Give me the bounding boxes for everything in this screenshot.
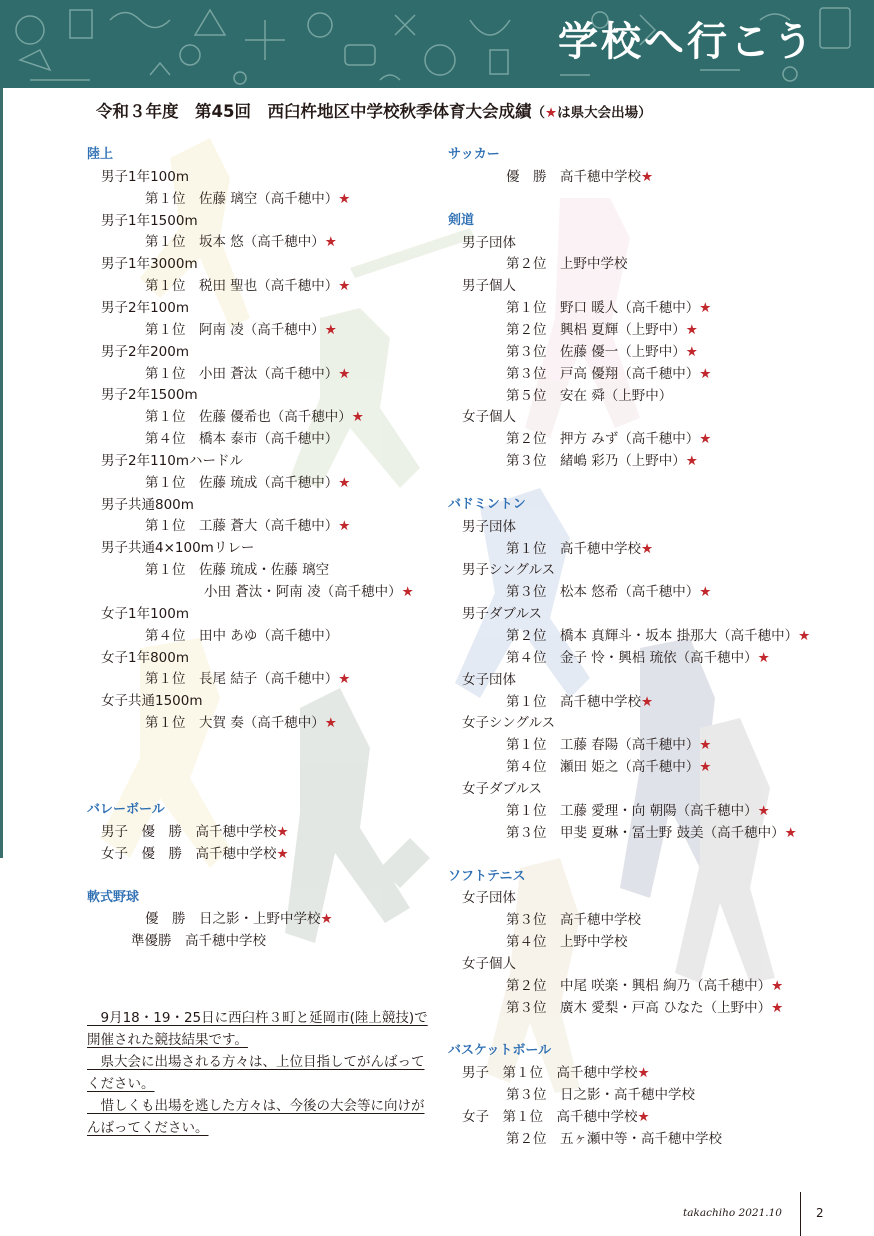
event-label bbox=[462, 1108, 650, 1126]
star-icon: ★ bbox=[637, 1065, 650, 1082]
result-line bbox=[506, 387, 672, 405]
event-label bbox=[101, 386, 198, 404]
star-icon: ★ bbox=[699, 584, 712, 601]
line-text: 第３位 緒嶋 彩乃（上野中） bbox=[506, 453, 686, 470]
line-text: 女子共通1500m bbox=[101, 693, 203, 710]
line-text: 女子ダブルス bbox=[462, 780, 543, 797]
result-line bbox=[506, 540, 653, 558]
result-line bbox=[145, 190, 350, 208]
result-line bbox=[506, 911, 641, 929]
line-text: 第１位 阿南 凌（高千穂中） bbox=[145, 321, 325, 338]
result-line bbox=[204, 583, 414, 601]
line-text: 第１位 小田 蒼汰（高千穂中） bbox=[145, 365, 339, 382]
line-text: サッカー bbox=[448, 147, 500, 162]
category-heading bbox=[87, 146, 113, 164]
line-text: 男子2年110mハードル bbox=[101, 452, 244, 469]
line-text: 第５位 安在 舜（上野中） bbox=[506, 387, 673, 404]
page-title-text: 令和３年度 第45回 西臼杵地区中学校秋季体育大会成績 bbox=[96, 102, 532, 121]
result-line bbox=[145, 277, 350, 295]
line-text: 第３位 戸高 優翔（高千穂中） bbox=[506, 365, 700, 382]
line-text: 第２位 橋本 真輝斗・坂本 掛那大（高千穂中） bbox=[506, 628, 799, 644]
line-text: 優 勝 日之影・上野中学校 bbox=[145, 911, 321, 928]
line-text: 男子2年1500m bbox=[101, 387, 198, 404]
line-text: 女子1年800m bbox=[101, 649, 190, 666]
event-label bbox=[101, 212, 198, 230]
result-line bbox=[506, 452, 698, 470]
event-label bbox=[462, 714, 555, 732]
line-text: 小田 蒼汰・阿南 凌（高千穂中） bbox=[204, 584, 402, 600]
event-label bbox=[462, 234, 516, 252]
event-label bbox=[101, 255, 198, 273]
footer-publication: takachiho 2021.10 bbox=[683, 1207, 782, 1219]
line-text: 第３位 松本 悠希（高千穂中） bbox=[506, 584, 700, 601]
star-icon: ★ bbox=[324, 321, 337, 338]
line-text: 第２位 興梠 夏輝（上野中） bbox=[506, 321, 686, 338]
event-label bbox=[101, 823, 289, 841]
category-heading bbox=[448, 868, 525, 886]
line-text: 男子 優 勝 高千穂中学校 bbox=[101, 823, 277, 840]
line-text: 第３位 甲斐 夏琳・冨士野 鼓美（高千穂中） bbox=[506, 824, 785, 841]
result-line bbox=[145, 517, 350, 535]
result-line bbox=[145, 321, 337, 339]
result-line bbox=[506, 365, 711, 383]
event-label bbox=[462, 780, 542, 798]
line-text: 準優勝 高千穂中学校 bbox=[131, 933, 266, 950]
result-line bbox=[506, 736, 711, 754]
result-line bbox=[506, 343, 698, 361]
notice-text bbox=[87, 1007, 432, 1139]
result-line bbox=[506, 168, 653, 186]
star-icon: ★ bbox=[637, 1109, 650, 1125]
star-icon: ★ bbox=[641, 168, 654, 185]
star-icon: ★ bbox=[699, 300, 712, 317]
line-text: 男子1年100m bbox=[101, 168, 190, 185]
line-text: 第２位 五ヶ瀬中等・高千穂中学校 bbox=[506, 1130, 722, 1147]
line-text: 女子 第１位 高千穂中学校 bbox=[462, 1109, 638, 1125]
result-line bbox=[506, 693, 653, 711]
star-icon: ★ bbox=[641, 693, 654, 710]
result-line bbox=[506, 583, 711, 601]
line-text: 第１位 工藤 春陽（高千穂中） bbox=[506, 737, 700, 754]
result-line bbox=[506, 1086, 695, 1104]
result-line bbox=[506, 933, 628, 951]
line-text: 第１位 工藤 蒼大（高千穂中） bbox=[145, 518, 339, 535]
event-label bbox=[101, 605, 189, 623]
result-line bbox=[506, 430, 711, 448]
line-text: 第１位 佐藤 璃空（高千穂中） bbox=[145, 190, 339, 207]
star-icon: ★ bbox=[338, 190, 351, 207]
result-line bbox=[506, 999, 783, 1017]
line-text: 女子団体 bbox=[462, 671, 516, 688]
line-text: 第４位 金子 怜・興梠 琉依（高千穂中） bbox=[506, 649, 758, 666]
result-line bbox=[506, 824, 797, 842]
result-line bbox=[145, 233, 337, 251]
star-icon: ★ bbox=[771, 977, 784, 994]
line-text: 第４位 橋本 泰市（高千穂中） bbox=[145, 431, 339, 448]
event-label bbox=[101, 452, 243, 470]
event-label bbox=[101, 168, 189, 186]
category-heading bbox=[448, 496, 526, 514]
line-text: 女子団体 bbox=[462, 890, 516, 907]
line-text: 男子2年200m bbox=[101, 343, 190, 360]
star-icon: ★ bbox=[641, 540, 654, 557]
event-label bbox=[101, 343, 189, 361]
event-label bbox=[462, 1064, 650, 1082]
line-text: 第３位 高千穂中学校 bbox=[506, 912, 641, 929]
line-text: 男子シングルス bbox=[462, 562, 556, 579]
star-icon: ★ bbox=[685, 321, 698, 338]
result-line bbox=[145, 910, 333, 928]
star-icon: ★ bbox=[338, 671, 351, 688]
line-text: 剣道 bbox=[448, 212, 475, 228]
category-heading bbox=[87, 801, 165, 819]
result-line bbox=[506, 649, 770, 667]
line-text: 女子シングルス bbox=[462, 715, 556, 732]
result-line bbox=[506, 977, 783, 995]
line-text: 陸上 bbox=[87, 147, 114, 162]
page-number: 2 bbox=[816, 1206, 824, 1220]
event-label bbox=[101, 539, 254, 557]
line-text: 男子団体 bbox=[462, 518, 516, 535]
line-text: 男子1年1500m bbox=[101, 212, 198, 229]
line-text: 軟式野球 bbox=[87, 889, 140, 905]
line-text: 第４位 田中 あゆ（高千穂中） bbox=[145, 627, 339, 644]
line-text: 第２位 上野中学校 bbox=[506, 256, 628, 273]
star-icon: ★ bbox=[757, 802, 770, 819]
star-icon: ★ bbox=[338, 518, 351, 535]
line-text: 男子共通800m bbox=[101, 496, 194, 513]
line-text: 第１位 佐藤 優希也（高千穂中） bbox=[145, 409, 352, 426]
line-text: 女子個人 bbox=[462, 955, 516, 972]
star-icon: ★ bbox=[699, 759, 712, 776]
star-icon: ★ bbox=[757, 649, 770, 666]
event-label bbox=[462, 889, 516, 907]
event-label bbox=[101, 496, 194, 514]
result-line bbox=[145, 670, 350, 688]
result-line bbox=[506, 299, 711, 317]
header-banner bbox=[0, 0, 874, 88]
star-icon: ★ bbox=[338, 365, 351, 382]
line-text: 第２位 押方 みず（高千穂中） bbox=[506, 431, 700, 448]
event-label bbox=[101, 649, 189, 667]
star-icon: ★ bbox=[685, 343, 698, 360]
line-text: 第３位 日之影・高千穂中学校 bbox=[506, 1087, 695, 1104]
footer-divider bbox=[800, 1192, 801, 1236]
result-line bbox=[145, 408, 364, 426]
notice-paragraph: 9月18・19・25日に西臼杵３町と延岡市(陸上競技)で開催された競技結果です。 bbox=[87, 1010, 428, 1048]
line-text: 第４位 瀬田 姫之（高千穂中） bbox=[506, 759, 700, 776]
line-text: ソフトテニス bbox=[448, 868, 526, 884]
line-text: 第１位 佐藤 琉成・佐藤 璃空 bbox=[145, 562, 330, 579]
section-title: 学校へ行こう bbox=[558, 19, 816, 65]
line-text: バスケットボール bbox=[448, 1043, 552, 1059]
event-label bbox=[462, 561, 555, 579]
line-text: 男子共通4×100mリレー bbox=[101, 540, 255, 557]
result-line bbox=[506, 1130, 722, 1148]
event-label bbox=[462, 518, 516, 536]
line-text: 第１位 長尾 結子（高千穂中） bbox=[145, 671, 339, 688]
line-text: 第１位 工藤 愛理・向 朝陽（高千穂中） bbox=[506, 802, 758, 819]
result-line bbox=[145, 627, 338, 645]
result-line bbox=[506, 627, 810, 645]
line-text: バドミントン bbox=[448, 496, 526, 512]
star-icon: ★ bbox=[401, 584, 414, 600]
line-text: 男子1年3000m bbox=[101, 256, 198, 273]
result-line bbox=[506, 255, 628, 273]
result-line bbox=[145, 474, 350, 492]
event-label bbox=[462, 408, 516, 426]
line-text: 男子個人 bbox=[462, 278, 516, 295]
line-text: 第１位 佐藤 琉成（高千穂中） bbox=[145, 474, 339, 491]
category-heading bbox=[87, 889, 139, 907]
star-icon: ★ bbox=[699, 365, 712, 382]
line-text: バレーボール bbox=[87, 802, 165, 817]
result-line bbox=[506, 321, 698, 339]
star-icon: ★ bbox=[338, 278, 351, 295]
star-icon: ★ bbox=[351, 409, 364, 426]
line-text: 第３位 佐藤 優一（上野中） bbox=[506, 343, 686, 360]
line-text: 第１位 坂本 悠（高千穂中） bbox=[145, 234, 325, 251]
event-label bbox=[462, 277, 516, 295]
line-text: 第１位 高千穂中学校 bbox=[506, 693, 641, 710]
line-text: 女子1年100m bbox=[101, 605, 190, 622]
line-text: 第１位 大賀 奏（高千穂中） bbox=[145, 715, 325, 732]
event-label bbox=[462, 955, 516, 973]
result-line bbox=[145, 561, 329, 579]
result-line bbox=[131, 932, 266, 950]
star-icon: ★ bbox=[544, 105, 558, 121]
event-label bbox=[462, 605, 542, 623]
star-icon: ★ bbox=[324, 234, 337, 251]
star-icon: ★ bbox=[276, 845, 289, 862]
line-text: 男子 第１位 高千穂中学校 bbox=[462, 1065, 638, 1082]
line-text: 第１位 税田 聖也（高千穂中） bbox=[145, 278, 339, 295]
notice-paragraph: 県大会に出場される方々は、上位目指してがんばってください。 bbox=[87, 1054, 425, 1092]
result-line bbox=[145, 430, 338, 448]
event-label bbox=[101, 692, 203, 710]
star-icon: ★ bbox=[771, 999, 784, 1016]
star-icon: ★ bbox=[276, 823, 289, 840]
line-text: 男子2年100m bbox=[101, 299, 190, 316]
line-text: 女子個人 bbox=[462, 409, 516, 426]
line-text: 第２位 中尾 咲楽・興梠 絢乃（高千穂中） bbox=[506, 977, 772, 994]
line-text: 男子団体 bbox=[462, 234, 516, 251]
notice-paragraph: 惜しくも出場を逃した方々は、今後の大会等に向けがんばってください。 bbox=[87, 1098, 425, 1136]
star-icon: ★ bbox=[699, 737, 712, 754]
star-icon: ★ bbox=[798, 628, 811, 644]
star-icon: ★ bbox=[320, 911, 333, 928]
category-heading bbox=[448, 212, 474, 230]
star-icon: ★ bbox=[338, 474, 351, 491]
star-icon: ★ bbox=[685, 453, 698, 470]
category-heading bbox=[448, 146, 500, 164]
line-text: 第４位 上野中学校 bbox=[506, 934, 628, 951]
line-text: 第１位 野口 暖人（高千穂中） bbox=[506, 300, 700, 317]
star-icon: ★ bbox=[699, 431, 712, 448]
event-label bbox=[101, 299, 189, 317]
event-label bbox=[101, 845, 289, 863]
star-icon: ★ bbox=[324, 715, 337, 732]
line-text: 優 勝 高千穂中学校 bbox=[506, 168, 641, 185]
result-line bbox=[506, 802, 770, 820]
result-line bbox=[145, 714, 337, 732]
line-text: 女子 優 勝 高千穂中学校 bbox=[101, 845, 277, 862]
category-heading bbox=[448, 1042, 551, 1060]
result-line bbox=[506, 758, 711, 776]
star-icon: ★ bbox=[784, 824, 797, 841]
line-text: 第３位 廣木 愛梨・戸高 ひなた（上野中） bbox=[506, 999, 772, 1016]
title-note: （★は県大会出場） bbox=[531, 105, 652, 121]
line-text: 第１位 高千穂中学校 bbox=[506, 540, 641, 557]
result-line bbox=[145, 365, 350, 383]
line-text: 男子ダブルス bbox=[462, 606, 543, 623]
event-label bbox=[462, 671, 516, 689]
